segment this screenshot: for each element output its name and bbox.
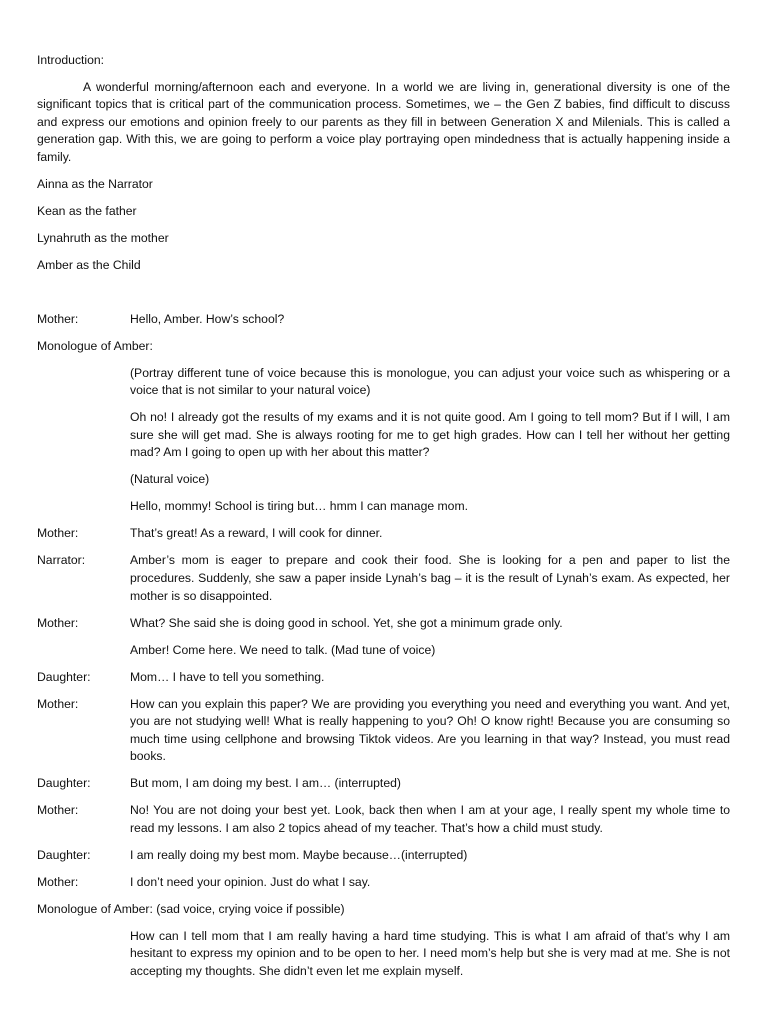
stage-direction: (Natural voice) bbox=[130, 472, 210, 487]
cast-item: Kean as the father bbox=[37, 203, 137, 218]
monologue-text: Oh no! I already got the results of my exams and it is not quite good. Am I going to tell mom? But if I will, I am sure she will get mad. She is always rooting for me to get high grades. How can I tell her without her getting mad? Am I going to open up with her about this matter? bbox=[130, 410, 730, 460]
dialogue-text: Amber’s mom is eager to prepare and cook their food. She is looking for a pen and paper to list the procedures. Suddenly, she saw a paper inside Lynah’s bag – it is the result of Lynah’s exam. As expected, her mother is so disappointed. bbox=[130, 553, 730, 603]
monologue-heading: Monologue of Amber: (sad voice, crying voice if possible) bbox=[37, 901, 345, 916]
dialogue-text: How can you explain this paper? We are providing you everything you need and everything you want. And yet, you are not studying well! What is really happening to you? Oh! O know right! Because you are consuming so much time using cellphone and browsing Tiktok videos. Are you learning in that way? Instead, you must read books. bbox=[130, 696, 730, 764]
dialogue-line bbox=[37, 615, 730, 633]
speaker-label: Daughter: bbox=[37, 847, 91, 862]
speaker-label: Daughter: bbox=[37, 776, 91, 791]
dialogue-line bbox=[37, 552, 730, 605]
dialogue-text: That’s great! As a reward, I will cook for dinner. bbox=[130, 526, 383, 541]
dialogue-line bbox=[37, 311, 730, 329]
dialogue-text: Hello, Amber. How’s school? bbox=[130, 311, 285, 326]
monologue-heading: Monologue of Amber: bbox=[37, 338, 153, 353]
cast-item: Ainna as the Narrator bbox=[37, 176, 153, 191]
dialogue-text: No! You are not doing your best yet. Look, back then when I am at your age, I really spent my whole time to read my lessons. I am also 2 topics ahead of my teacher. That’s how a child must study. bbox=[130, 803, 730, 835]
speaker-label: Mother: bbox=[37, 311, 79, 326]
dialogue-line bbox=[37, 669, 730, 687]
script-body bbox=[37, 311, 730, 981]
speaker-label: Mother: bbox=[37, 803, 79, 818]
introduction-paragraph: A wonderful morning/afternoon each and everyone. In a world we are living in, generational diversity is one of the significant topics that is critical part of the communication process. Sometimes, we – the Gen Z babies, find difficult to discuss and express our emotions and opinion freely to our parents as they fill in between Generation X and Milenials. This is called a generation gap. With this, we are going to perform a voice play portraying open mindedness that is actually happening inside a family. bbox=[37, 79, 730, 164]
speaker-label: Narrator: bbox=[37, 553, 86, 568]
dialogue-continuation: Amber! Come here. We need to talk. (Mad tune of voice) bbox=[130, 642, 436, 657]
speaker-label: Mother: bbox=[37, 526, 79, 541]
dialogue-text: Mom… I have to tell you something. bbox=[130, 669, 325, 684]
introduction-heading: Introduction: bbox=[37, 53, 105, 67]
dialogue-continuation: Hello, mommy! School is tiring but… hmm I can manage mom. bbox=[130, 499, 468, 514]
speaker-label: Mother: bbox=[37, 615, 79, 630]
dialogue-line bbox=[37, 802, 730, 837]
stage-direction: (Portray different tune of voice because this is monologue, you can adjust your voice such as whispering or a voice that is not similar to your natural voice) bbox=[130, 365, 730, 398]
monologue-text: How can I tell mom that I am really having a hard time studying. This is what I am afraid of that’s why I am hesitant to express my opinion and to be open to her. I need mom’s help but she is very mad at me. She is not accepting my thoughts. She didn’t even let me explain myself. bbox=[130, 928, 730, 978]
dialogue-line bbox=[37, 525, 730, 543]
dialogue-text: But mom, I am doing my best. I am… (interrupted) bbox=[130, 776, 401, 791]
speaker-label: Mother: bbox=[37, 696, 79, 711]
dialogue-line bbox=[37, 775, 730, 793]
cast-item: Amber as the Child bbox=[37, 258, 141, 273]
speaker-label: Mother: bbox=[37, 874, 79, 889]
dialogue-line bbox=[37, 847, 730, 865]
dialogue-line bbox=[37, 874, 730, 892]
cast-list bbox=[37, 176, 730, 275]
dialogue-text: I am really doing my best mom. Maybe because…(interrupted) bbox=[130, 847, 468, 862]
cast-item: Lynahruth as the mother bbox=[37, 230, 169, 245]
document-page bbox=[37, 52, 730, 990]
dialogue-text: I don’t need your opinion. Just do what I say. bbox=[130, 874, 371, 889]
dialogue-text: What? She said she is doing good in school. Yet, she got a minimum grade only. bbox=[130, 615, 563, 630]
dialogue-line bbox=[37, 696, 730, 766]
speaker-label: Daughter: bbox=[37, 669, 91, 684]
